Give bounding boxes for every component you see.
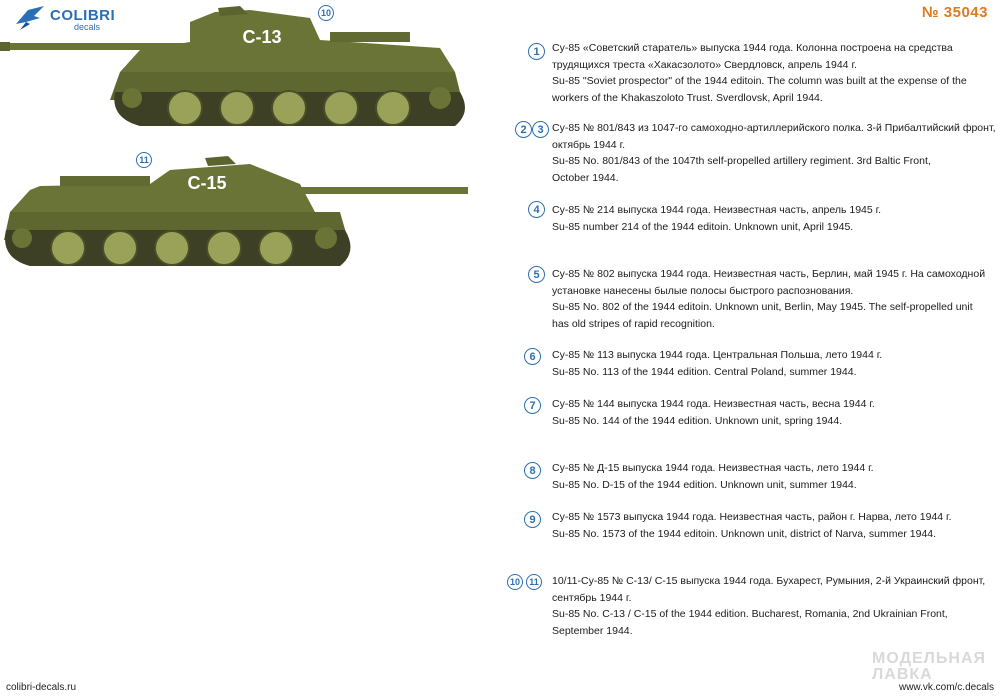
badge-9: 9 bbox=[524, 511, 541, 528]
entry-line: has old stripes of rapid recognition. bbox=[552, 317, 715, 330]
watermark bbox=[872, 651, 986, 683]
entry-line: Su-85 No. D-15 of the 1944 edition. Unknown unit, summer 1944. bbox=[552, 478, 857, 491]
badge-2: 2 bbox=[515, 121, 532, 138]
entry-line: Су-85 № 801/843 из 1047-го самоходно-артиллерийского полка. 3-й Прибалтийский фронт, bbox=[552, 122, 996, 134]
entry-line: октябрь 1944 г. bbox=[552, 138, 626, 151]
entry-line: 10/11-Су-85 № С-13/ С-15 выпуска 1944 года. Бухарест, Румыния, 2-й Украинский фронт, bbox=[552, 575, 986, 587]
entry-line: Су-85 «Советский старатель» выпуска 1944 года. Колонна построена на средства bbox=[552, 42, 953, 54]
tank-marking-c13: С-13 bbox=[242, 27, 282, 47]
badge-7: 7 bbox=[524, 397, 541, 414]
entry-line: October 1944. bbox=[552, 171, 619, 184]
badge-4: 4 bbox=[528, 201, 545, 218]
entry-line: Су-85 № 1573 выпуска 1944 года. Неизвестная часть, район г. Нарва, лето 1944 г. bbox=[552, 511, 952, 523]
badge-10: 10 bbox=[507, 574, 523, 590]
entry-7 bbox=[552, 460, 997, 493]
watermark-line2: ЛАВКА bbox=[872, 666, 933, 683]
entry-line: трудящихся треста «Хакасзолото» Свердловск, апрель 1944 г. bbox=[552, 58, 857, 71]
entry-line: Su-85 No. 113 of the 1944 edition. Central Poland, summer 1944. bbox=[552, 365, 857, 378]
entry-line: Su-85 No. 1573 of the 1944 editoin. Unknown unit, district of Narva, summer 1944. bbox=[552, 527, 937, 540]
entry-4 bbox=[552, 266, 997, 332]
watermark-line1: МОДЕЛЬНАЯ bbox=[872, 650, 986, 667]
entry-6 bbox=[552, 396, 997, 429]
brand-name: COLIBRI bbox=[50, 7, 116, 24]
entry-1 bbox=[552, 40, 997, 106]
brand-sub: decals bbox=[74, 22, 101, 32]
entry-line: Su-85 No. 801/843 of the 1047th self-propelled artillery regiment. 3rd Baltic Front, bbox=[552, 155, 931, 167]
entry-2 bbox=[552, 120, 997, 186]
callout-badge-10: 10 bbox=[318, 5, 334, 21]
badge-3: 3 bbox=[532, 121, 549, 138]
entry-line: Су-85 № 214 выпуска 1944 года. Неизвестная часть, апрель 1945 г. bbox=[552, 204, 882, 216]
entry-9 bbox=[552, 573, 997, 639]
entry-line: Su-85 "Soviet prospector" of the 1944 editoin. The column was built at the expense of the bbox=[552, 75, 967, 87]
entry-line: Су-85 № 802 выпуска 1944 года. Неизвестная часть, Берлин, май 1945 г. На самоходной bbox=[552, 268, 986, 280]
entry-line: Су-85 № 113 выпуска 1944 года. Центральная Польша, лето 1944 г. bbox=[552, 349, 883, 361]
entry-line: Су-85 № Д-15 выпуска 1944 года. Неизвестная часть, лето 1944 г. bbox=[552, 462, 874, 474]
footer-vk-link[interactable]: www.vk.com/c.decals bbox=[898, 682, 994, 693]
entry-line: Су-85 № 144 выпуска 1944 года. Неизвестная часть, весна 1944 г. bbox=[552, 398, 875, 410]
badge-1: 1 bbox=[528, 43, 545, 60]
entry-5 bbox=[552, 347, 997, 380]
product-number: № 35043 bbox=[921, 4, 988, 21]
entry-3 bbox=[552, 202, 997, 235]
entry-line: Su-85 No. C-13 / C-15 of the 1944 edition. Bucharest, Romania, 2nd Ukrainian Front, bbox=[552, 608, 948, 620]
badge-11: 11 bbox=[526, 574, 542, 590]
entry-line: Su-85 No. 144 of the 1944 edition. Unknown unit, spring 1944. bbox=[552, 414, 843, 427]
entry-8 bbox=[552, 509, 997, 542]
badge-6: 6 bbox=[524, 348, 541, 365]
tank-marking-c15: С-15 bbox=[187, 173, 227, 193]
entry-line: установке нанесены былые полосы быстрого распознования. bbox=[552, 284, 854, 297]
footer-website-link[interactable]: colibri-decals.ru bbox=[6, 682, 77, 693]
entry-line: сентябрь 1944 г. bbox=[552, 591, 632, 604]
entry-line: workers of the Khakaszoloto Trust. Sverdlovsk, April 1944. bbox=[552, 91, 823, 104]
callout-badge-11: 11 bbox=[136, 152, 152, 168]
entry-line: Su-85 No. 802 of the 1944 editoin. Unknown unit, Berlin, May 1945. The self-propelled unit bbox=[552, 301, 973, 313]
tank-illustration-c13 bbox=[0, 0, 470, 140]
badge-5: 5 bbox=[528, 266, 545, 283]
badge-8: 8 bbox=[524, 462, 541, 479]
tank-illustration-c15 bbox=[0, 150, 470, 290]
entry-line: Su-85 number 214 of the 1944 editoin. Unknown unit, April 1945. bbox=[552, 220, 854, 233]
entry-line: September 1944. bbox=[552, 624, 633, 637]
